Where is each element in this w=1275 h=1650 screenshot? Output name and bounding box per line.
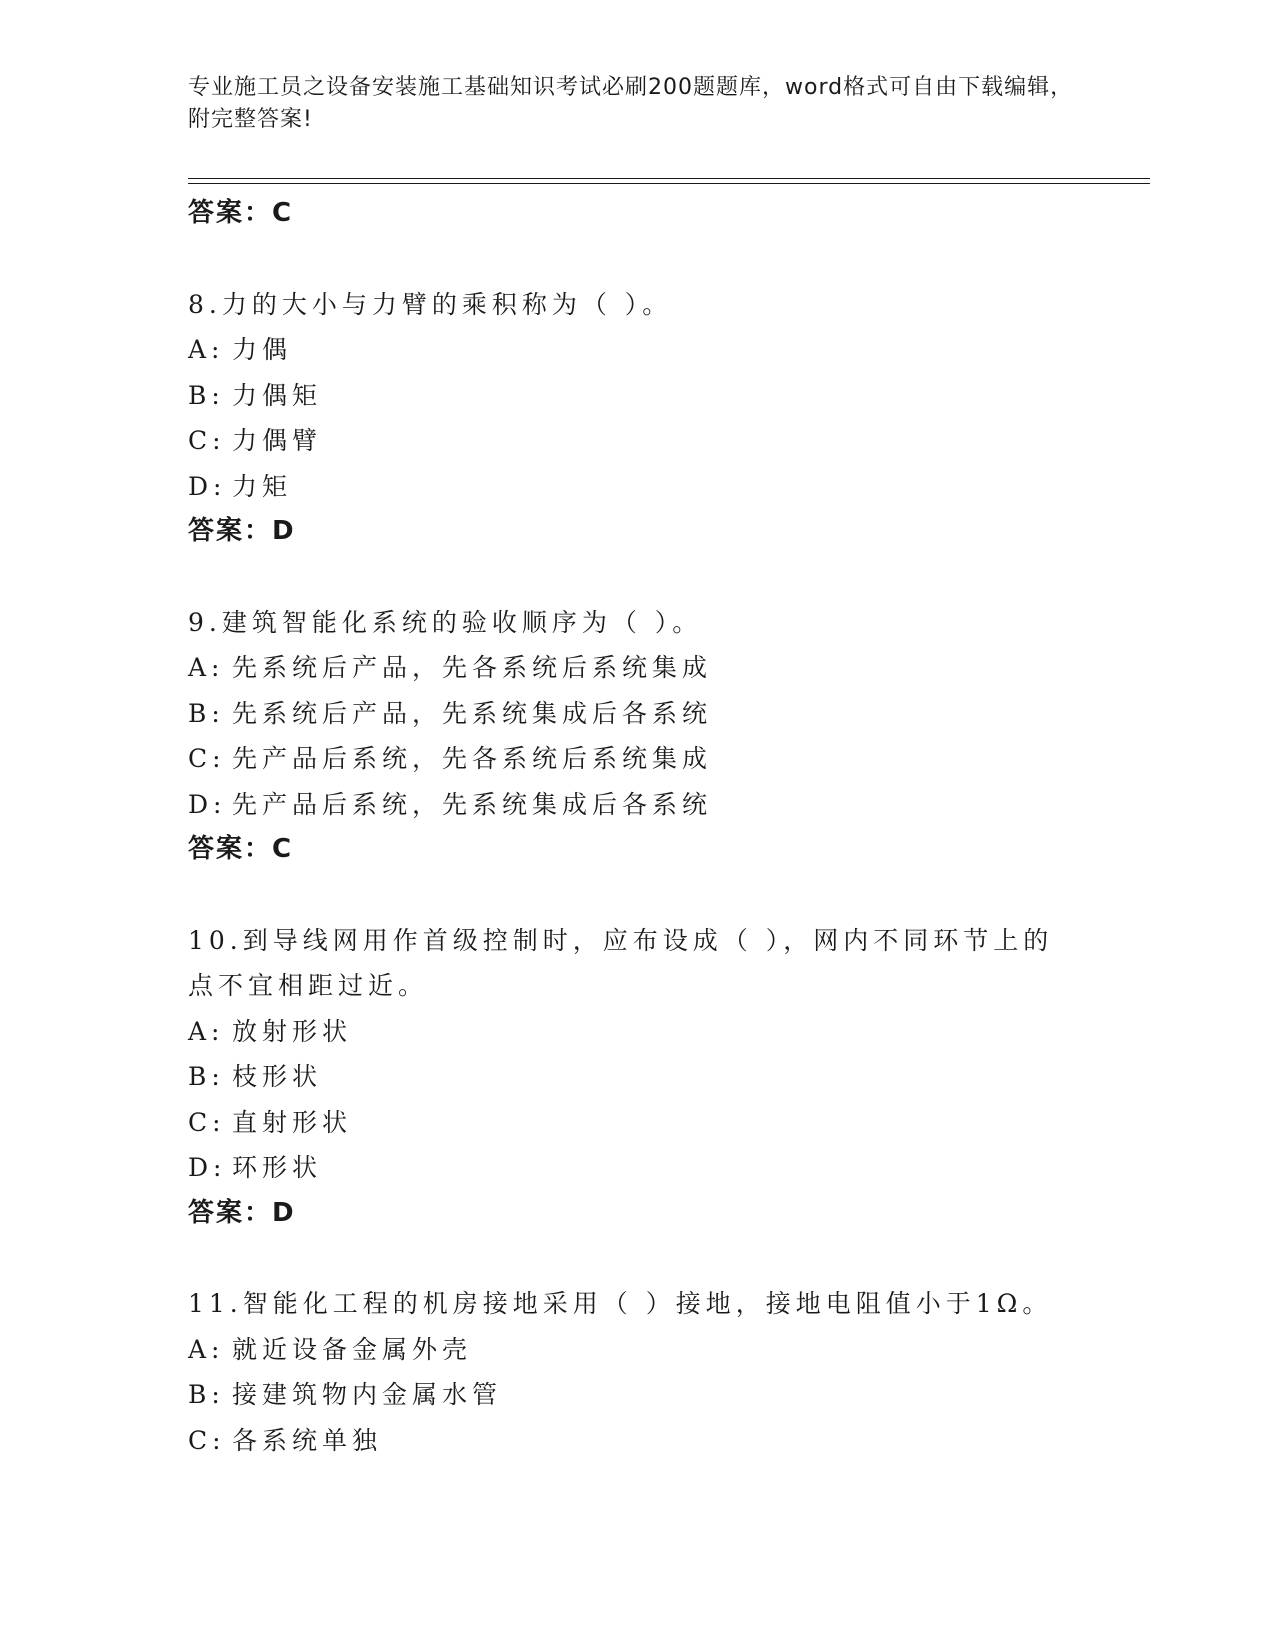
option-text: 放射形状 xyxy=(232,1016,353,1046)
option-key: B: xyxy=(188,1062,225,1091)
spacer xyxy=(188,237,1088,282)
header-rule-bottom xyxy=(188,183,1150,184)
option-key: A: xyxy=(188,1334,225,1364)
option-text: 先产品后系统，先各系统后系统集成 xyxy=(232,744,713,773)
answer-line: 答案：C xyxy=(188,834,294,864)
option-c xyxy=(188,736,1088,782)
option-b xyxy=(188,691,1088,737)
document-body xyxy=(188,191,1088,1463)
option-text: 各系统单独 xyxy=(232,1425,383,1455)
option-text: 力偶 xyxy=(232,335,293,364)
option-d xyxy=(188,464,1088,510)
document-title: 专业施工员之设备安装施工基础知识考试必刷200题题库，word格式可自由下载编辑，附完整答案! xyxy=(188,75,1074,132)
spacer xyxy=(188,555,1088,600)
option-text: 力偶矩 xyxy=(232,380,323,410)
option-b xyxy=(188,373,1088,419)
option-key: B: xyxy=(188,698,225,728)
option-a xyxy=(188,327,1088,373)
option-key: B: xyxy=(188,380,225,410)
option-key: D: xyxy=(188,789,227,819)
option-b xyxy=(188,1372,1088,1418)
option-c xyxy=(188,1100,1088,1146)
option-text: 力矩 xyxy=(232,471,293,501)
answer-line: 答案：C xyxy=(188,198,294,228)
option-key: A: xyxy=(188,1016,225,1046)
spacer xyxy=(188,873,1088,918)
option-d xyxy=(188,782,1088,828)
answer-line: 答案：D xyxy=(188,1197,296,1228)
option-a xyxy=(188,1327,1088,1373)
option-text: 先产品后系统，先系统集成后各系统 xyxy=(232,789,713,819)
spacer xyxy=(188,1236,1088,1281)
option-text: 环形状 xyxy=(232,1153,323,1182)
option-c xyxy=(188,418,1088,464)
option-c xyxy=(188,1418,1088,1464)
question-block xyxy=(188,282,1088,555)
question-title: 8.力的大小与力臂的乘积称为（ ）。 xyxy=(188,289,673,319)
option-key: C: xyxy=(188,1107,226,1137)
header-rule-top xyxy=(188,178,1150,179)
question-block xyxy=(188,1281,1088,1463)
option-text: 力偶臂 xyxy=(232,426,323,455)
option-text: 就近设备金属外壳 xyxy=(232,1334,473,1364)
question-title: 9.建筑智能化系统的验收顺序为（ ）。 xyxy=(188,607,703,637)
question-title: 11.智能化工程的机房接地采用（ ）接地，接地电阻值小于1Ω。 xyxy=(188,1289,1053,1318)
option-b xyxy=(188,1054,1088,1100)
option-key: D: xyxy=(188,471,227,501)
option-a xyxy=(188,1009,1088,1055)
option-key: C: xyxy=(188,744,226,773)
option-text: 先系统后产品，先各系统后系统集成 xyxy=(232,653,713,682)
option-key: B: xyxy=(188,1380,225,1409)
answer-line: 答案：D xyxy=(188,516,296,546)
option-text: 先系统后产品，先系统集成后各系统 xyxy=(232,698,713,728)
option-key: A: xyxy=(188,335,225,364)
option-key: A: xyxy=(188,653,225,682)
question-block xyxy=(188,918,1088,1237)
question-title: 10.到导线网用作首级控制时，应布设成（ ），网内不同环节上的点不宜相距过近。 xyxy=(188,925,1054,1000)
option-key: C: xyxy=(188,1425,226,1455)
document-header xyxy=(188,72,1088,136)
option-text: 接建筑物内金属水管 xyxy=(232,1380,503,1409)
option-d xyxy=(188,1145,1088,1191)
option-text: 枝形状 xyxy=(232,1062,323,1091)
question-block xyxy=(188,600,1088,873)
option-key: D: xyxy=(188,1153,227,1182)
option-key: C: xyxy=(188,426,226,455)
option-a xyxy=(188,645,1088,691)
option-text: 直射形状 xyxy=(232,1107,353,1137)
